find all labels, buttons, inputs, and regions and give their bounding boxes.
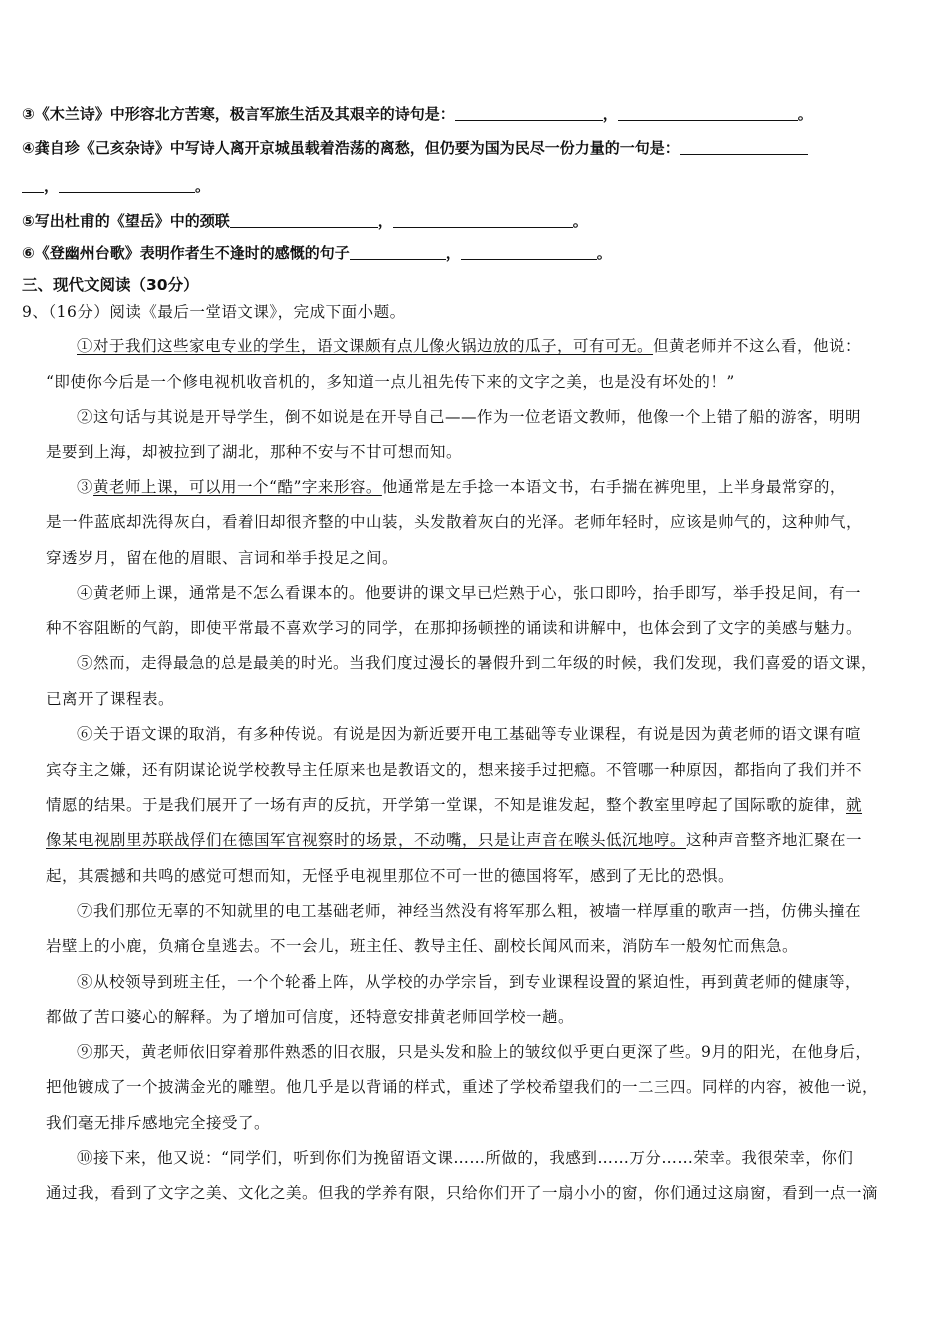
answer-blank[interactable]	[680, 138, 808, 155]
text-span: 他通常是左手捻一本语文书，右手揣在裤兜里，上半身最常穿的，	[381, 478, 846, 496]
separator: ，	[445, 244, 461, 262]
answer-blank[interactable]	[59, 176, 195, 193]
underlined-sentence: 就	[846, 796, 863, 814]
separator: ，	[44, 177, 60, 195]
question-5	[22, 210, 588, 232]
paragraph-5-line: ⑤然而，走得最急的总是最美的时光。当我们度过漫长的暑假升到二年级的时候，我们发现，我们喜爱的语文课，	[77, 654, 878, 672]
paragraph-9-line: ⑨那天，黄老师依旧穿着那件熟悉的旧衣服，只是头发和脸上的皱纹似乎更白更深了些。9月的阳光，在他身后，	[77, 1043, 872, 1061]
question-4-text: ④龚自珍《己亥杂诗》中写诗人离开京城虽载着浩荡的离愁，但仍要为国为民尽一份力量的一句是：	[22, 139, 680, 157]
question-9-intro: 9、（16分）阅读《最后一堂语文课》，完成下面小题。	[22, 303, 406, 321]
paragraph-9-line: 把他镀成了一个披满金光的雕塑。他几乎是以背诵的样式，重述了学校希望我们的一二三四。同样的内容，被他一说，	[46, 1078, 879, 1096]
question-3	[22, 103, 813, 125]
separator: 。	[797, 105, 813, 123]
text-span: 但黄老师并不这么看，他说：	[653, 337, 862, 355]
paragraph-6-line	[46, 794, 862, 816]
answer-blank[interactable]	[350, 243, 446, 260]
question-4-continued	[22, 175, 210, 197]
paragraph-2-line: 是要到上海，却被拉到了湖北，那种不安与不甘可想而知。	[46, 443, 463, 461]
question-6	[22, 242, 612, 264]
paragraph-8-line: ⑧从校领导到班主任，一个个轮番上阵，从学校的办学宗旨，到专业课程设置的紧迫性，再到黄老师的健康等，	[77, 973, 862, 991]
underlined-sentence: 黄老师上课，可以用一个“酷”字来形容。	[93, 478, 382, 496]
section-title: 三、现代文阅读（30分）	[22, 276, 199, 294]
answer-blank[interactable]	[455, 104, 603, 121]
paragraph-6-line: 起，其震撼和共鸣的感觉可想而知，无怪乎电视里那位不可一世的德国将军，感到了无比的恐惧。	[46, 867, 735, 885]
separator: ，	[602, 105, 618, 123]
paragraph-4-line: 种不容阻断的气韵，即使平常最不喜欢学习的同学，在那抑扬顿挫的诵读和讲解中，也体会到了文字的美感与魅力。	[46, 619, 863, 637]
paragraph-6-line	[46, 829, 862, 851]
paragraph-2-line: ②这句话与其说是开导学生，倒不如说是在开导自己——作为一位老语文教师，他像一个上错了船的游客，明明	[77, 408, 862, 426]
paragraph-10-line: 通过我，看到了文字之美、文化之美。但我的学养有限，只给你们开了一扇小小的窗，你们通过这扇窗，看到一点一滴	[46, 1184, 879, 1202]
paragraph-9-line: 我们毫无排斥感地完全接受了。	[46, 1114, 271, 1132]
paragraph-5-line: 已离开了课程表。	[46, 690, 175, 708]
question-6-text: ⑥《登幽州台歌》表明作者生不逢时的感慨的句子	[22, 244, 350, 262]
paragraph-6-line: 宾夺主之嫌，还有阴谋论说学校教导主任原来也是教语文的，想来接手过把瘾。不管哪一种原因，都指向了我们并不	[46, 761, 863, 779]
answer-blank[interactable]	[618, 104, 798, 121]
question-4	[22, 137, 808, 159]
answer-blank[interactable]	[461, 243, 597, 260]
separator: 。	[572, 212, 588, 230]
paragraph-6-line: ⑥关于语文课的取消，有多种传说。有说是因为新近要开电工基础等专业课程，有说是因为黄老师的语文课有喧	[77, 725, 862, 743]
paragraph-4-line: ④黄老师上课，通常是不怎么看课本的。他要讲的课文早已烂熟于心，张口即吟，抬手即写，举手投足间，有一	[77, 584, 862, 602]
paragraph-7-line: 岩壁上的小鹿，负痛仓皇逃去。不一会儿，班主任、教导主任、副校长闻风而来，消防车一般匆忙而焦急。	[46, 937, 799, 955]
paragraph-3-line: 是一件蓝底却洗得灰白，看着旧却很齐整的中山装，头发散着灰白的光泽。老师年轻时，应该是帅气的，这种帅气，	[46, 513, 863, 531]
paragraph-1-line	[77, 335, 861, 357]
paragraph-7-line: ⑦我们那位无辜的不知就里的电工基础老师，神经当然没有将军那么粗，被墙一样厚重的歌声一挡，仿佛头撞在	[77, 902, 862, 920]
answer-blank[interactable]	[393, 211, 573, 228]
paragraph-10-line: ⑩接下来，他又说：“同学们，听到你们为挽留语文课……所做的，我感到……万分……荣幸。我很荣幸，你们	[77, 1149, 854, 1167]
separator: 。	[596, 244, 612, 262]
text-span: 这种声音整齐地汇聚在一	[686, 831, 863, 849]
paragraph-8-line: 都做了苦口婆心的解释。为了增加可信度，还特意安排黄老师回学校一趟。	[46, 1008, 575, 1026]
underlined-sentence: ①对于我们这些家电专业的学生，语文课颇有点儿像火锅边放的瓜子，可有可无。	[77, 337, 654, 355]
separator: ，	[377, 212, 393, 230]
text-span: 情愿的结果。于是我们展开了一场有声的反抗，开学第一堂课，不知是谁发起，整个教室里哼起了国际歌的旋律，	[46, 796, 847, 814]
paragraph-1-line: “即使你今后是一个修电视机收音机的，多知道一点儿祖先传下来的文字之美，也是没有坏处的！”	[46, 373, 735, 391]
question-3-text: ③《木兰诗》中形容北方苦寒，极言军旅生活及其艰辛的诗句是：	[22, 105, 455, 123]
paragraph-number: ③	[77, 478, 94, 496]
paragraph-3-line	[77, 476, 846, 498]
question-5-text: ⑤写出杜甫的《望岳》中的颈联	[22, 212, 230, 230]
underlined-sentence: 像某电视剧里苏联战俘们在德国军官视察时的场景，不动嘴，只是让声音在喉头低沉地哼。	[46, 831, 687, 849]
answer-blank[interactable]	[230, 211, 378, 228]
answer-blank[interactable]	[22, 176, 44, 193]
paragraph-3-line: 穿透岁月，留在他的眉眼、言词和举手投足之间。	[46, 549, 399, 567]
separator: 。	[195, 177, 211, 195]
